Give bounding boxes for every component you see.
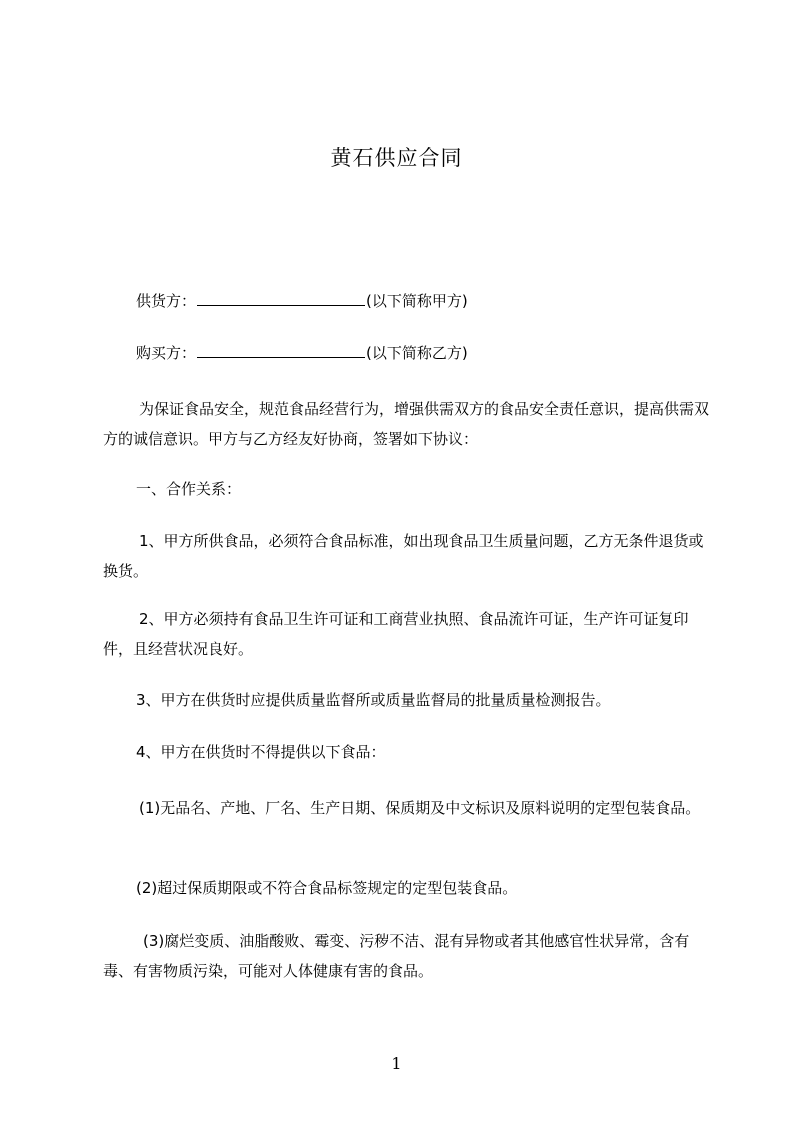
section1-heading: 一、合作关系： [136, 480, 242, 498]
sub3-text: (3)腐烂变质、油脂酸败、霉变、污秽不洁、混有异物或者其他感官性状异常，含有毒、有害物质污染，可能对人体健康有害的食品。 [103, 932, 690, 980]
intro-paragraph [103, 394, 718, 454]
section1-sub3 [103, 926, 718, 986]
document-title: 黄石供应合同 [330, 146, 463, 170]
buyer-blank [197, 343, 365, 358]
supplier-label: 供货方： [136, 292, 197, 310]
buyer-label: 购买方： [136, 344, 197, 362]
section1-sub1 [103, 793, 718, 823]
page-number: 1 [391, 1054, 402, 1073]
supplier-line [136, 286, 468, 316]
section1-item4: 4、甲方在供货时不得提供以下食品： [136, 743, 386, 761]
section1-sub2: (2)超过保质期限或不符合食品标签规定的定型包装食品。 [136, 879, 518, 897]
intro-text: 为保证食品安全，规范食品经营行为，增强供需双方的食品安全责任意识，提高供需双方的诚信意识。甲方与乙方经友好协商，签署如下协议： [103, 400, 710, 448]
buyer-line [136, 338, 468, 368]
section1-item1 [103, 526, 718, 586]
item1-text: 1、甲方所供食品，必须符合食品标准，如出现食品卫生质量问题，乙方无条件退货或换货。 [103, 532, 704, 580]
supplier-suffix: (以下简称甲方) [366, 292, 468, 310]
sub1-text: (1)无品名、产地、厂名、生产日期、保质期及中文标识及原料说明的定型包装食品。 [139, 799, 701, 817]
supplier-blank [197, 291, 365, 306]
section1-item2 [103, 604, 718, 664]
buyer-suffix: (以下简称乙方) [366, 344, 468, 362]
item2-text: 2、甲方必须持有食品卫生许可证和工商营业执照、食品流许可证，生产许可证复印件，且经营状况良好。 [103, 610, 689, 658]
section1-item3: 3、甲方在供货时应提供质量监督所或质量监督局的批量质量检测报告。 [136, 691, 611, 709]
